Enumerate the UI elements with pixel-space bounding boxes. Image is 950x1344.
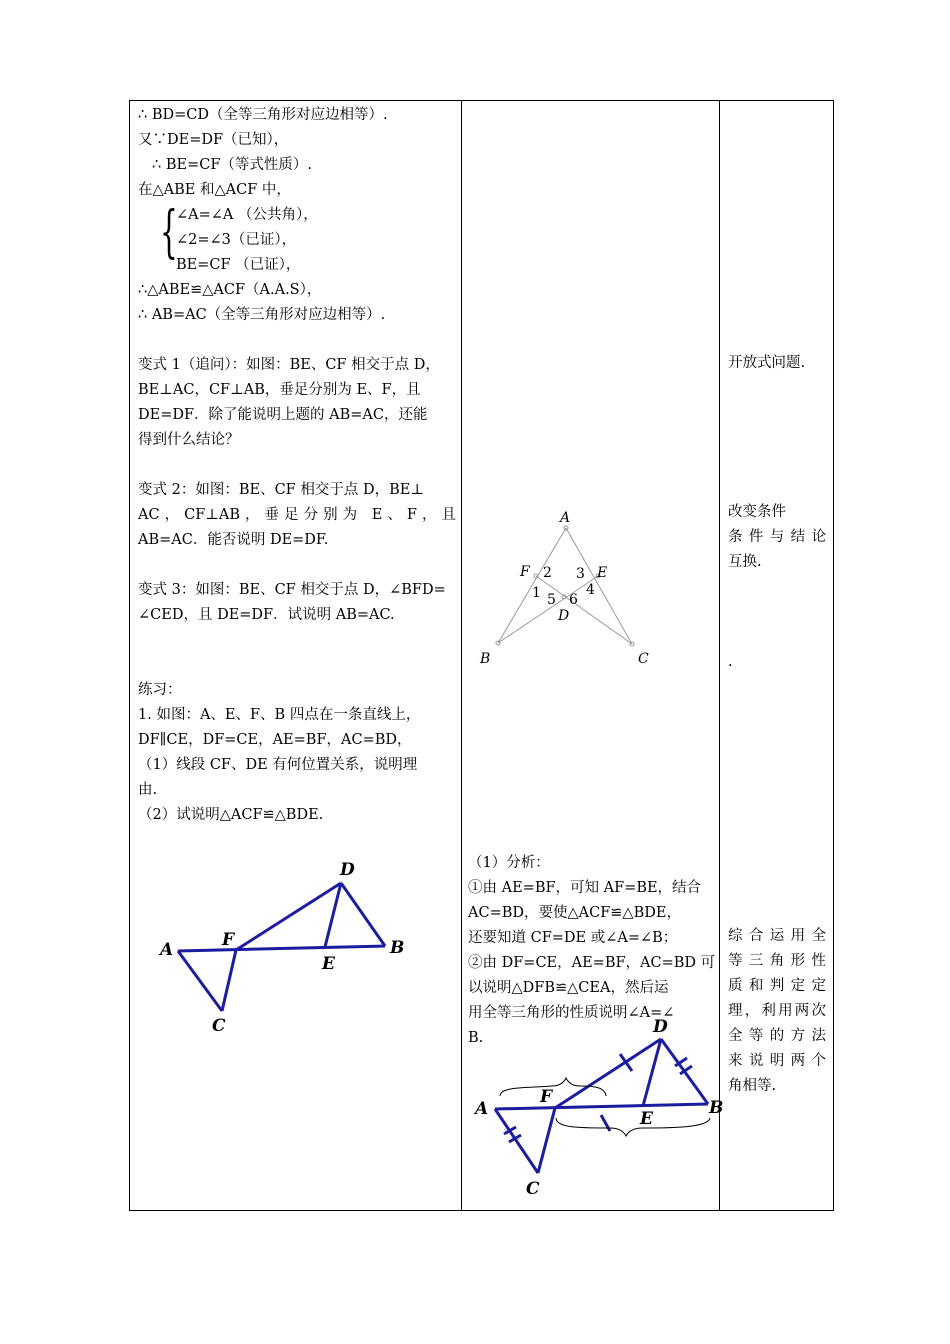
label-C: C: [212, 1016, 226, 1036]
note-text: 综合运用全: [728, 928, 826, 944]
proof-line: 又∵DE=DF（已知），: [138, 132, 289, 148]
label-A: A: [160, 940, 174, 960]
label-F: F: [540, 1087, 553, 1107]
exercise-line: DF∥CE，DF=CE，AE=BF，AC=BD，: [138, 732, 412, 748]
note-text: 质和判定定: [728, 978, 826, 994]
exercise-line: 由.: [138, 782, 158, 798]
proof-condition: BE=CF （已证），: [176, 257, 301, 273]
note-open-question: [728, 351, 826, 376]
note-text: 理，利用两次: [728, 1003, 826, 1019]
note-text: .: [728, 654, 733, 670]
label-D: D: [558, 608, 570, 624]
variant1-line: 得到什么结论？: [138, 432, 240, 448]
note-dot: [728, 650, 826, 675]
analysis-line: （1）分析：: [468, 855, 550, 871]
label-D: D: [653, 1017, 668, 1037]
label-E: E: [640, 1109, 653, 1129]
exercise-line: 1. 如图：A、E、F、B 四点在一条直线上，: [138, 707, 421, 723]
variant1-line: DE=DF．除了能说明上题的 AB=AC，还能: [138, 407, 428, 423]
label-C: C: [638, 651, 649, 667]
label-E: E: [597, 565, 608, 581]
proof-line: ∴△ABE≌△ACF（A.A.S），: [138, 282, 322, 298]
exercise-line: （1）线段 CF、DE 有何位置关系，说明理: [138, 757, 418, 773]
analysis-line: ②由 DF=CE，AE=BF，AC=BD 可: [468, 955, 716, 971]
note-text: 全等的方法: [728, 1028, 826, 1044]
note-text: 条件与结论: [728, 529, 826, 545]
label-F: F: [520, 564, 530, 580]
angle-6: 6: [569, 592, 578, 608]
analysis-line: 以说明△DFB≌△CEA，然后运: [468, 980, 669, 996]
label-C: C: [526, 1179, 540, 1199]
note-text: 来说明两个: [728, 1053, 826, 1069]
analysis-line: AC=BD，要使△ACF≌△BDE，: [468, 905, 681, 921]
analysis-line: B.: [468, 1030, 484, 1046]
angle-2: 2: [543, 565, 552, 581]
analysis-figure: [470, 1016, 724, 1199]
note-comprehensive: [728, 924, 826, 1099]
note-text: 角相等.: [728, 1078, 777, 1094]
variant2-line: AB=AC．能否说明 DE=DF.: [138, 532, 329, 548]
note-text: 改变条件: [728, 504, 786, 520]
variant3-line: 变式 3：如图：BE、CF 相交于点 D，∠BFD=: [138, 582, 446, 598]
variant2-line: AC，CF⊥AB，垂足分别为 E、F，且: [138, 507, 456, 523]
variant2-line: 变式 2：如图：BE、CF 相交于点 D，BE⊥: [138, 482, 424, 498]
exercise-line: （2）试说明△ACF≌△BDE.: [138, 807, 324, 823]
note-text: 互换.: [728, 554, 762, 570]
proof-line: ∴ AB=AC（全等三角形对应边相等）.: [138, 307, 386, 323]
exercise-line: 练习：: [138, 682, 182, 698]
proof-line: 在△ABE 和△ACF 中，: [138, 182, 291, 198]
label-B: B: [709, 1098, 724, 1118]
column-divider-1: [461, 101, 462, 1210]
label-B: B: [480, 651, 491, 667]
angle-5: 5: [547, 592, 556, 608]
proof-condition: ∠A=∠A （公共角），: [176, 207, 318, 223]
variant3-line: ∠CED，且 DE=DF．试说明 AB=AC.: [138, 607, 395, 623]
angle-3: 3: [576, 566, 585, 582]
label-A: A: [475, 1099, 489, 1119]
label-D: D: [340, 860, 355, 880]
brace-symbol: {: [160, 200, 178, 265]
label-A: A: [560, 510, 571, 526]
variant1-line: 变式 1（追问）：如图：BE、CF 相交于点 D，: [138, 357, 440, 373]
note-change-conditions: [728, 500, 826, 575]
angle-1: 1: [532, 585, 541, 601]
note-text: 开放式问题.: [728, 355, 806, 371]
label-F: F: [222, 930, 235, 950]
proof-line: ∴ BD=CD（全等三角形对应边相等）.: [138, 107, 388, 123]
note-text: 等三角形性: [728, 953, 826, 969]
triangle-figure: [470, 506, 660, 671]
proof-condition: ∠2=∠3（已证），: [176, 232, 297, 248]
variant1-line: BE⊥AC，CF⊥AB，垂足分别为 E、F，且: [138, 382, 421, 398]
label-B: B: [390, 938, 405, 958]
lesson-table: [129, 100, 834, 1211]
analysis-line: ①由 AE=BF，可知 AF=BE，结合: [468, 880, 702, 896]
exercise-figure: [150, 853, 440, 1043]
analysis-line: 还要知道 CF=DE 或∠A=∠B；: [468, 930, 678, 946]
proof-line: ∴ BE=CF（等式性质）.: [152, 157, 312, 173]
content-column: [138, 103, 456, 828]
angle-4: 4: [586, 582, 595, 598]
analysis-line: 用全等三角形的性质说明∠A=∠: [468, 1005, 675, 1021]
label-E: E: [322, 954, 335, 974]
